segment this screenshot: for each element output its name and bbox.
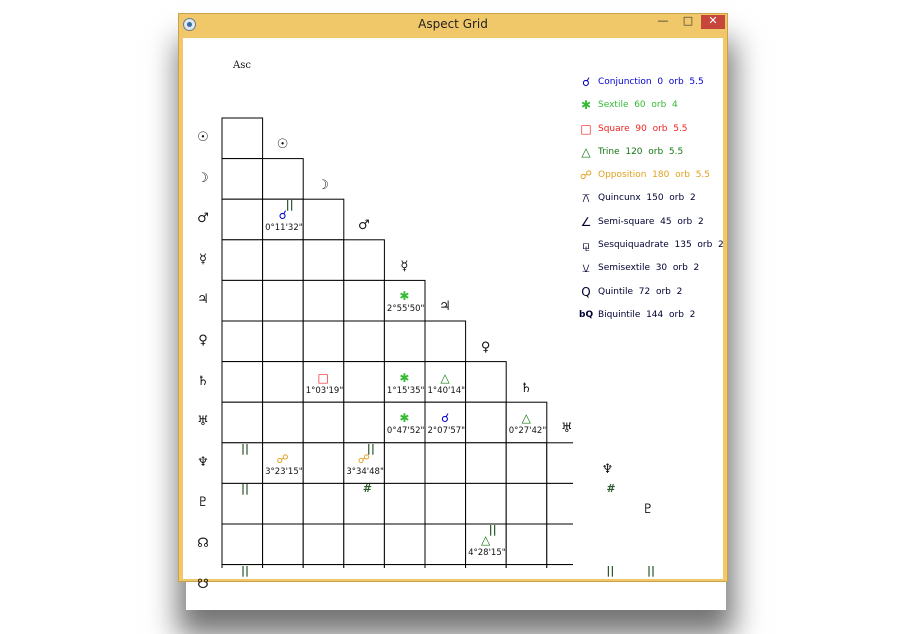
opposition-icon: ☍: [276, 451, 289, 466]
parallel-icon: ||: [285, 198, 294, 212]
grid-cell: [425, 321, 466, 362]
grid-cell: [384, 443, 425, 484]
parallel-icon: ||: [366, 441, 375, 455]
ascendant-label: Asc: [233, 60, 251, 71]
aspect-orb: 0°47'52": [386, 426, 425, 437]
grid-cell: [222, 402, 263, 443]
grid-cell: [222, 118, 263, 159]
sun-icon: ☉: [276, 137, 289, 152]
jupiter-icon: ♃: [197, 292, 209, 308]
saturn-icon: ♄: [520, 380, 533, 396]
mercury-icon: ☿: [199, 251, 207, 267]
quincunx-icon: ⚻: [582, 191, 590, 206]
mars-icon: ♂: [357, 218, 370, 234]
grid-cell: [466, 402, 507, 443]
opposition-icon: ☍: [579, 168, 593, 183]
pluto-icon: ♇: [642, 502, 654, 518]
legend-label: Semi-square 45 orb 2: [598, 216, 704, 227]
grid-cell: [222, 524, 263, 565]
minimize-button[interactable]: —: [657, 14, 669, 27]
parallel-icon: ||: [241, 482, 250, 496]
grid-cell: [222, 362, 263, 403]
semisquare-icon: ∠: [580, 214, 592, 229]
south-node-icon: ☋: [197, 576, 209, 592]
legend-label: Sesquiquadrate 135 orb 2: [598, 240, 724, 251]
grid-cell: [303, 199, 344, 240]
grid-cell: [303, 280, 344, 321]
client-area: [183, 38, 724, 592]
uranus-icon: ♅: [560, 421, 573, 437]
neptune-icon: ♆: [601, 461, 614, 477]
grid-cell: [466, 443, 507, 484]
square-icon: □: [317, 370, 329, 385]
grid-cell: [303, 321, 344, 362]
biquintile-icon: bQ: [579, 309, 594, 320]
grid-cell: [263, 240, 304, 281]
grid-cell: [384, 483, 425, 524]
contraparallel-icon: #: [606, 482, 616, 496]
grid-cell: [263, 402, 304, 443]
grid-cell: [466, 362, 507, 403]
contraparallel-icon: #: [362, 482, 373, 496]
grid-cell: [303, 524, 344, 565]
legend-label: Quintile 72 orb 2: [598, 286, 683, 297]
grid-cell: [263, 565, 304, 568]
grid-cell: [506, 524, 547, 565]
grid-cell: [303, 240, 344, 281]
aspect-orb: 1°15'35": [386, 385, 425, 396]
maximize-button[interactable]: □: [682, 14, 694, 27]
window-title: Aspect Grid: [418, 17, 488, 31]
grid-cell: [425, 565, 466, 568]
grid-cell: [344, 524, 385, 565]
legend-label: Trine 120 orb 5.5: [598, 146, 684, 157]
legend-label: Conjunction 0 orb 5.5: [598, 77, 704, 87]
grid-cell: [222, 159, 263, 200]
aspect-orb: 4°28'15": [468, 548, 506, 558]
grid-cell: [263, 524, 304, 565]
grid-cell: [222, 199, 263, 240]
grid-cell: [222, 280, 263, 321]
grid-cell: [466, 565, 507, 568]
grid-cell: [547, 483, 573, 524]
moon-icon: ☽: [317, 177, 330, 193]
sun-icon: ☉: [197, 130, 209, 145]
grid-cell: [344, 240, 385, 281]
conjunction-icon: ☌: [581, 75, 591, 89]
parallel-icon: ||: [647, 563, 656, 577]
close-button[interactable]: ✕: [701, 15, 725, 29]
aspect-orb: 2°07'57": [427, 426, 466, 437]
grid-cell: [506, 483, 547, 524]
grid-cell: [384, 565, 425, 568]
neptune-icon: ♆: [197, 454, 209, 470]
grid-cell: [547, 524, 573, 565]
grid-cell: [547, 565, 573, 568]
title-bar[interactable]: [179, 14, 727, 36]
aspect-orb: 1°03'19": [305, 385, 344, 396]
aspect-orb: 3°34'48": [346, 466, 384, 477]
grid-cell: [506, 565, 547, 568]
grid-cell: [303, 402, 344, 443]
grid-cell: [384, 321, 425, 362]
semisextile-icon: ⚺: [582, 261, 590, 276]
legend-label: Semisextile 30 orb 2: [598, 263, 700, 274]
grid-cell: [303, 443, 344, 484]
aspect-grid-window: [178, 13, 728, 592]
square-icon: □: [580, 121, 592, 136]
jupiter-icon: ♃: [439, 299, 451, 315]
grid-cell: [263, 159, 304, 200]
venus-icon: ♀: [480, 340, 491, 355]
mars-icon: ♂: [197, 211, 209, 227]
aspect-orb: 0°27'42": [508, 426, 547, 437]
grid-cell: [263, 280, 304, 321]
grid-cell: [344, 321, 385, 362]
aspect-orb: 1°40'14": [427, 385, 466, 396]
grid-cell: [222, 321, 263, 362]
saturn-icon: ♄: [197, 373, 209, 389]
grid-cell: [303, 483, 344, 524]
legend-label: Biquintile 144 orb 2: [598, 309, 696, 320]
sesquiquadrate-icon: ⚼: [581, 238, 591, 253]
grid-cell: [222, 240, 263, 281]
grid-cell: [263, 321, 304, 362]
opposition-icon: ☍: [357, 451, 370, 466]
grid-cell: [425, 524, 466, 565]
sextile-icon: ✱: [399, 370, 410, 385]
parallel-icon: ||: [241, 563, 250, 577]
moon-icon: ☽: [197, 170, 209, 186]
aspect-orb: 2°55'50": [386, 304, 425, 315]
grid-cell: [263, 362, 304, 403]
parallel-icon: ||: [488, 523, 497, 536]
north-node-icon: ☊: [197, 536, 209, 551]
grid-cell: [344, 402, 385, 443]
aspect-orb: 3°23'15": [265, 466, 303, 477]
legend-label: Square 90 orb 5.5: [598, 123, 688, 134]
legend-label: Sextile 60 orb 4: [598, 100, 678, 111]
grid-cell: [344, 280, 385, 321]
conjunction-icon: ☌: [278, 208, 287, 223]
grid-cell: [425, 443, 466, 484]
legend-label: Opposition 180 orb 5.5: [598, 170, 711, 181]
parallel-icon: ||: [606, 563, 615, 577]
trine-icon: △: [581, 144, 591, 159]
grid-cell: [344, 362, 385, 403]
trine-icon: △: [440, 370, 450, 385]
sextile-icon: ✱: [580, 98, 592, 113]
grid-cell: [384, 524, 425, 565]
sextile-icon: ✱: [399, 411, 410, 426]
uranus-icon: ♅: [197, 414, 209, 430]
aspect-orb: 0°11'32": [265, 223, 303, 234]
grid-cell: [547, 443, 573, 484]
trine-icon: △: [480, 533, 491, 547]
grid-cell: [303, 565, 344, 568]
grid-cell: [263, 483, 304, 524]
trine-icon: △: [521, 411, 531, 426]
legend-label: Quincunx 150 orb 2: [598, 193, 696, 204]
venus-icon: ♀: [198, 333, 208, 348]
quintile-icon: Q: [581, 284, 591, 299]
grid-cell: [506, 443, 547, 484]
sextile-icon: ✱: [399, 289, 410, 304]
grid-cell: [425, 483, 466, 524]
pluto-icon: ♇: [197, 495, 209, 511]
grid-cell: [344, 565, 385, 568]
parallel-icon: ||: [241, 441, 250, 455]
mercury-icon: ☿: [400, 258, 409, 274]
conjunction-icon: ☌: [440, 411, 450, 426]
grid-cell: [466, 483, 507, 524]
